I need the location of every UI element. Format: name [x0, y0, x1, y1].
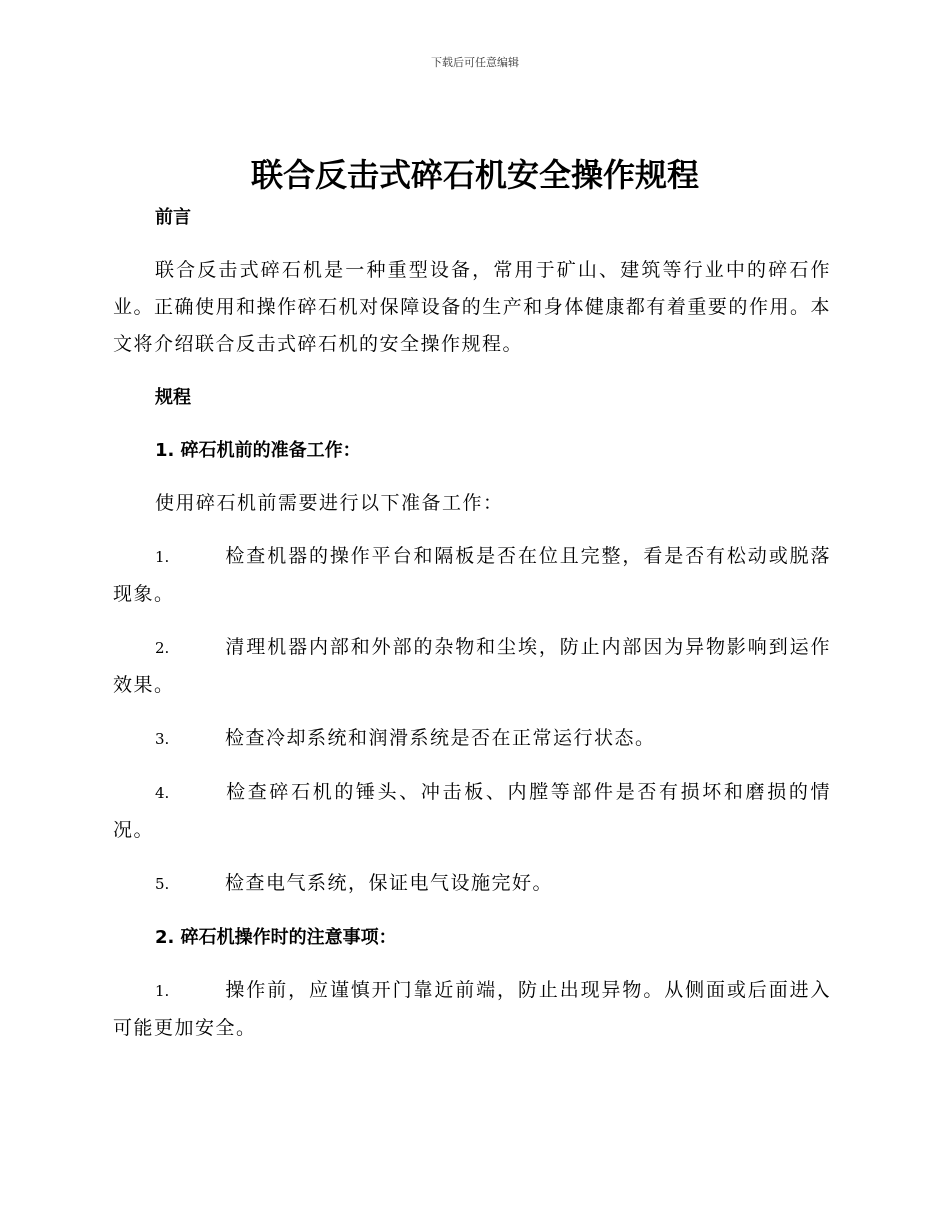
part2-heading: 2. 碎石机操作时的注意事项：: [155, 927, 397, 948]
part1-heading: 1. 碎石机前的准备工作：: [155, 440, 361, 461]
list-item-text: 检查冷却系统和润滑系统是否在正常运行状态。: [225, 727, 656, 749]
list-item: [113, 865, 831, 903]
preface-paragraph: 联合反击式碎石机是一种重型设备，常用于矿山、建筑等行业中的碎石作业。正确使用和操作碎石机对保障设备的生产和身体健康都有着重要的作用。本文将介绍联合反击式碎石机的安全操作规程。: [113, 259, 831, 355]
list-item-number: 4.: [155, 784, 170, 802]
list-item: [113, 629, 831, 704]
list-item-number: 2.: [155, 639, 170, 657]
document-title: 联合反击式碎石机安全操作规程: [250, 156, 699, 194]
list-item-text: 检查电气系统，保证电气设施完好。: [225, 872, 554, 894]
list-item-text: 操作前，应谨慎开门靠近前端，防止出现异物。从侧面或后面进入可能更加安全。: [113, 979, 831, 1039]
list-item-text: 检查碎石机的锤头、冲击板、内膛等部件是否有损坏和磨损的情况。: [113, 781, 831, 841]
list-item: [113, 720, 831, 758]
list-item-text: 检查机器的操作平台和隔板是否在位且完整，看是否有松动或脱落现象。: [113, 545, 831, 605]
rules-heading: 规程: [155, 387, 191, 408]
document-body: [113, 199, 831, 1047]
list-item: [113, 972, 831, 1047]
list-item-number: 5.: [155, 875, 170, 893]
list-item-text: 清理机器内部和外部的杂物和尘埃，防止内部因为异物影响到运作效果。: [113, 636, 831, 696]
header-note: 下载后可任意编辑: [431, 56, 519, 69]
list-item-number: 1.: [155, 548, 170, 566]
list-item: [113, 774, 831, 849]
list-item: [113, 538, 831, 613]
part1-intro: 使用碎石机前需要进行以下准备工作：: [155, 492, 504, 514]
list-item-number: 1.: [155, 982, 170, 1000]
preface-heading: 前言: [155, 207, 191, 228]
list-item-number: 3.: [155, 730, 170, 748]
